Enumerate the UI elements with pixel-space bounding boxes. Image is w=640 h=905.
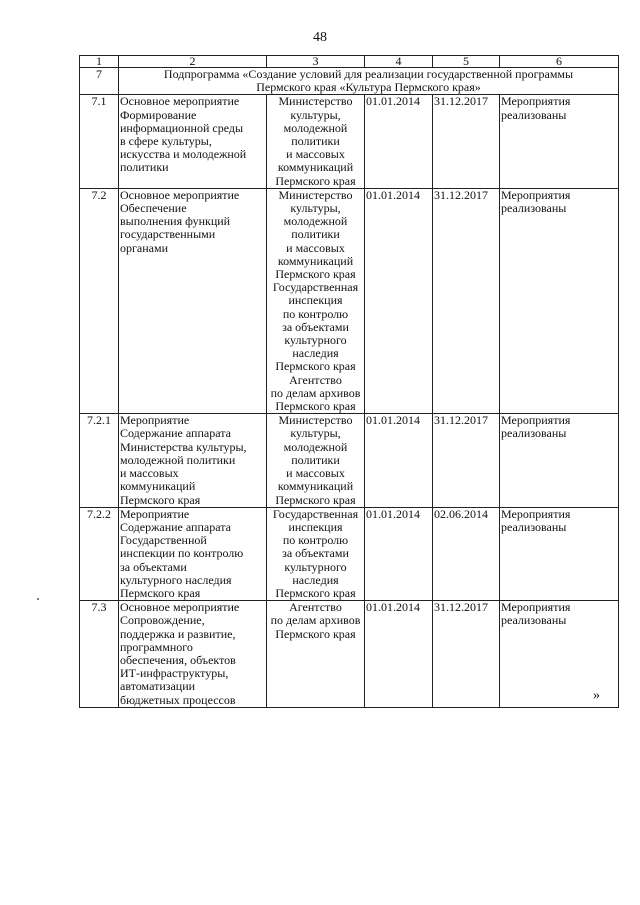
program-activities-table [79,55,619,708]
responsible-executor: Министерство культуры, молодежной политики и массовых коммуникаций Пермского края Государственная инспекция по контролю за объектами культурного наследия Пермского края Агентство по делам архивов Пермского края [267,188,365,413]
start-date: 01.01.2014 [365,601,433,708]
column-number-1: 1 [80,56,119,68]
row-number: 7.2 [80,188,119,413]
column-number-4: 4 [365,56,433,68]
start-date: 01.01.2014 [365,188,433,413]
responsible-executor: Министерство культуры, молодежной политики и массовых коммуникаций Пермского края [267,414,365,507]
activity-name: Основное мероприятие Обеспечение выполнения функций государственными органами [119,188,267,413]
row-number: 7.1 [80,95,119,188]
row-number: 7.3 [80,601,119,708]
subprogram-title: Подпрограмма «Создание условий для реализации государственной программы Пермского края «Культура Пермского края» [119,68,619,95]
responsible-executor: Агентство по делам архивов Пермского края [267,601,365,708]
scan-speck [37,598,39,600]
column-number-5: 5 [433,56,500,68]
table-row [80,95,619,188]
start-date: 01.01.2014 [365,95,433,188]
activity-name: Основное мероприятие Формирование информационной среды в сфере культуры, искусства и молодежной политики [119,95,267,188]
table-row [80,414,619,507]
activity-result: Мероприятия реализованы [500,601,619,708]
table-row [80,188,619,413]
activity-name: Мероприятие Содержание аппарата Министерства культуры, молодежной политики и массовых коммуникаций Пермского края [119,414,267,507]
closing-quote: » [593,688,600,703]
column-number-3: 3 [267,56,365,68]
start-date: 01.01.2014 [365,507,433,600]
column-number-row [80,56,619,68]
end-date: 31.12.2017 [433,601,500,708]
activity-result: Мероприятия реализованы [500,414,619,507]
table-row [80,601,619,708]
column-number-2: 2 [119,56,267,68]
responsible-executor: Министерство культуры, молодежной политики и массовых коммуникаций Пермского края [267,95,365,188]
row-number: 7.2.2 [80,507,119,600]
end-date: 31.12.2017 [433,95,500,188]
activity-name: Мероприятие Содержание аппарата Государственной инспекции по контролю за объектами культурного наследия Пермского края [119,507,267,600]
start-date: 01.01.2014 [365,414,433,507]
activity-name: Основное мероприятие Сопровождение, поддержка и развитие, программного обеспечения, объектов ИТ-инфраструктуры, автоматизации бюджетных процессов [119,601,267,708]
page-number: 48 [313,30,327,45]
end-date: 31.12.2017 [433,414,500,507]
end-date: 02.06.2014 [433,507,500,600]
subprogram-row [80,68,619,95]
table-row [80,507,619,600]
responsible-executor: Государственная инспекция по контролю за объектами культурного наследия Пермского края [267,507,365,600]
row-number: 7.2.1 [80,414,119,507]
column-number-6: 6 [500,56,619,68]
subprogram-number: 7 [80,68,119,95]
end-date: 31.12.2017 [433,188,500,413]
activity-result: Мероприятия реализованы [500,507,619,600]
activity-result: Мероприятия реализованы [500,188,619,413]
activity-result: Мероприятия реализованы [500,95,619,188]
